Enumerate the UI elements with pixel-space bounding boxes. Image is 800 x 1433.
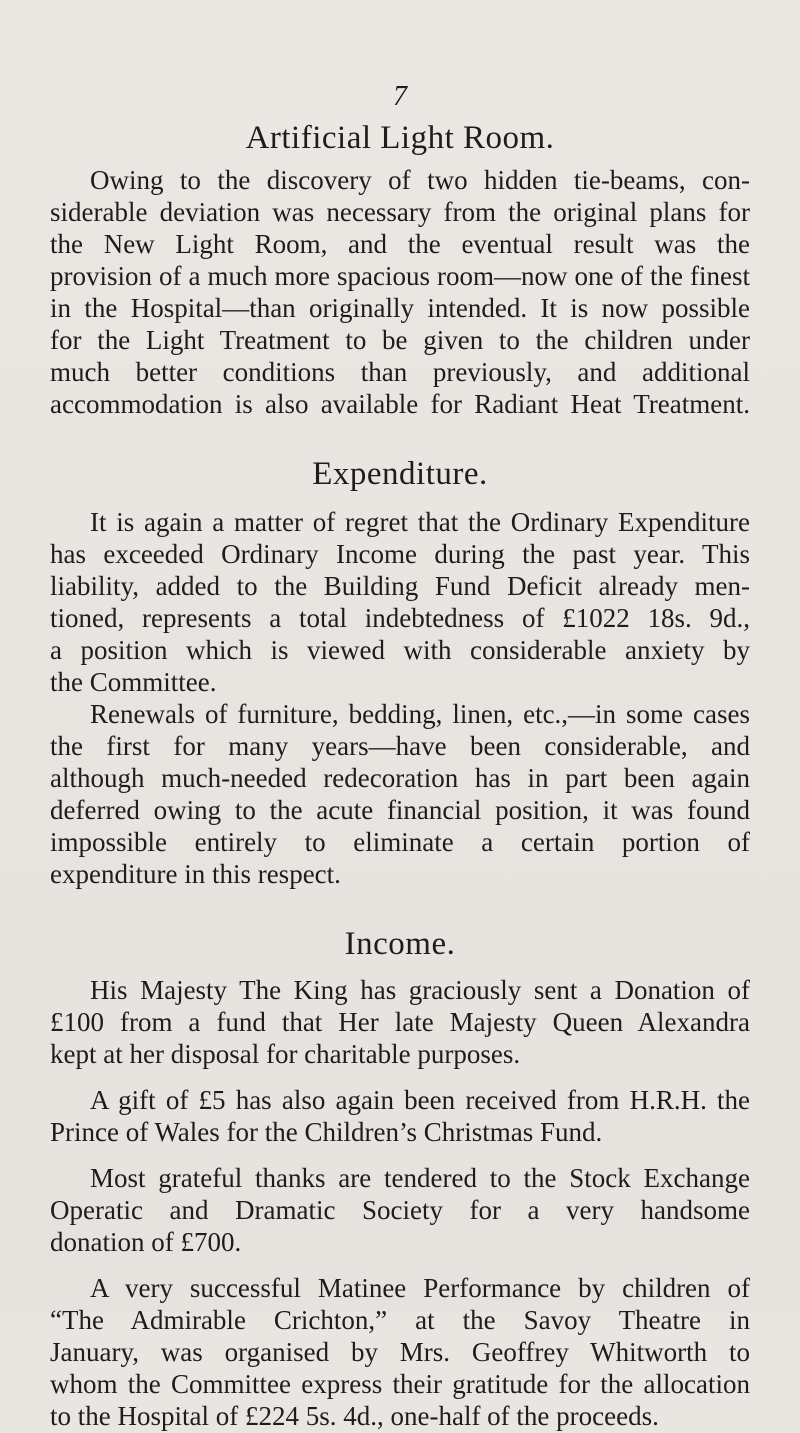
- paragraph-line: Most grateful thanks are tendered to the Stock Exchange: [90, 1163, 750, 1193]
- paragraph-line: Operatic and Dramatic Society for a very handsome: [50, 1195, 750, 1225]
- paragraph-line: A gift of £5 has also again been received from H.R.H. the: [90, 1085, 750, 1115]
- paragraph-line: although much-needed redecoration has in part been again: [50, 763, 750, 793]
- paragraph-line: £100 from a fund that Her late Majesty Queen Alexandra: [50, 1007, 750, 1037]
- paragraph-line: provision of a much more spacious room—now one of the finest: [50, 261, 750, 291]
- paragraph-line: January, was organised by Mrs. Geoffrey Whitworth to: [50, 1337, 750, 1367]
- paragraph-line: Prince of Wales for the Children’s Christmas Fund.: [50, 1117, 603, 1147]
- paragraph-line: His Majesty The King has graciously sent a Donation of: [90, 975, 750, 1005]
- paragraph-line: donation of £700.: [50, 1227, 242, 1257]
- paragraph-line: a position which is viewed with considerable anxiety by: [50, 635, 750, 665]
- paragraph-line: A very successful Matinee Performance by children of: [90, 1273, 750, 1303]
- paragraph-line: the first for many years—have been considerable, and: [50, 731, 750, 761]
- paragraph-line: It is again a matter of regret that the Ordinary Expenditure: [90, 507, 750, 537]
- paragraph-line: “The Admirable Crichton,” at the Savoy Theatre in: [50, 1305, 750, 1335]
- paragraph-line: accommodation is also available for Radiant Heat Treatment.: [50, 389, 750, 419]
- paragraph-line: siderable deviation was necessary from the original plans for: [50, 197, 750, 227]
- paragraph-line: much better conditions than previously, and additional: [50, 357, 750, 387]
- paragraph-line: Renewals of furniture, bedding, linen, etc.,—in some cases: [90, 699, 750, 729]
- paragraph-line: kept at her disposal for charitable purposes.: [50, 1039, 521, 1069]
- paragraph-line: the New Light Room, and the eventual result was the: [50, 229, 750, 259]
- paragraph-line: expenditure in this respect.: [50, 859, 341, 889]
- paragraph-line: Owing to the discovery of two hidden tie-beams, con-: [90, 165, 750, 195]
- paragraph-line: impossible entirely to eliminate a certain portion of: [50, 827, 750, 857]
- paragraph-line: the Committee.: [50, 667, 217, 697]
- paragraph-line: whom the Committee express their gratitude for the allocation: [50, 1369, 750, 1399]
- heading-income: Income.: [344, 926, 456, 962]
- paragraph-line: in the Hospital—than originally intended. It is now possible: [50, 293, 750, 323]
- paragraph-line: for the Light Treatment to be given to the children under: [50, 325, 750, 355]
- paragraph-line: has exceeded Ordinary Income during the past year. This: [50, 539, 750, 569]
- paragraph-line: tioned, represents a total indebtedness of £1022 18s. 9d.,: [50, 603, 750, 633]
- paragraph-line: liability, added to the Building Fund Deficit already men-: [50, 571, 750, 601]
- heading-expenditure: Expenditure.: [312, 456, 488, 492]
- paragraph-line: to the Hospital of £224 5s. 4d., one-half of the proceeds.: [50, 1401, 659, 1431]
- paragraph-line: deferred owing to the acute financial position, it was found: [50, 795, 750, 825]
- heading-artificial-light-room: Artificial Light Room.: [245, 120, 555, 156]
- page-number: 7: [393, 81, 407, 112]
